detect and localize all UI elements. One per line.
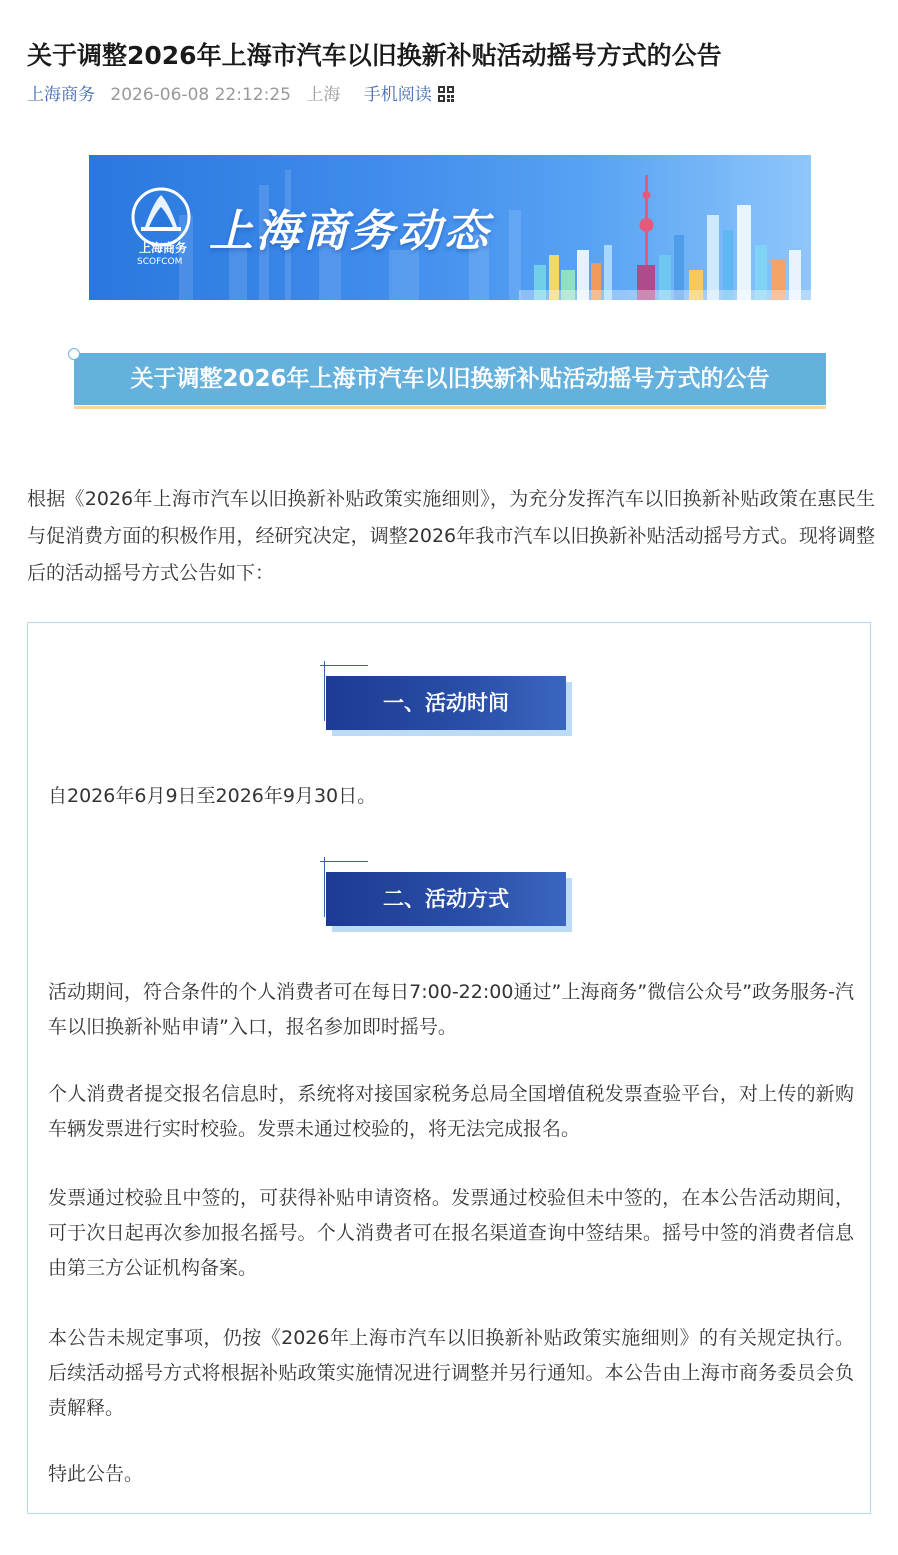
qr-code-icon[interactable] [438,84,454,100]
section-paragraph: 特此公告。 [48,1463,144,1485]
publish-datetime: 2026-06-08 22:12:25 [110,85,291,105]
section-paragraph: 发票通过校验且中签的，可获得补贴申请资格。发票通过校验但未中签的，在本公告活动期间，可于次日起再次参加报名摇号。个人消费者可在报名渠道查询中签结果。摇号中签的消费者信息由第三方公证机构备案。 [48,1187,854,1279]
corner-decoration [320,665,368,666]
section-paragraph: 本公告未规定事项，仍按《2026年上海市汽车以旧换新补贴政策实施细则》的有关规定执行。后续活动摇号方式将根据补贴政策实施情况进行调整并另行通知。本公告由上海市商务委员会负责解释。 [48,1327,854,1419]
banner-title: 上海商务动态 [209,206,491,257]
subheading-underline [74,406,826,409]
banner-logo-en-text: SCOFCOM [137,257,183,267]
corner-decoration [320,861,368,862]
section-paragraph: 自2026年6月9日至2026年9月30日。 [48,785,377,807]
subheading-banner [68,348,830,412]
section-paragraph: 活动期间，符合条件的个人消费者可在每日7:00-22:00通过”上海商务”微信公众号”政务服务-汽车以旧换新补贴申请”入口，报名参加即时摇号。 [48,981,854,1038]
subheading-text: 关于调整2026年上海市汽车以旧换新补贴活动摇号方式的公告 [130,366,770,392]
article-title: 关于调整2026年上海市汽车以旧换新补贴活动摇号方式的公告 [27,40,722,70]
publish-location: 上海 [306,85,341,105]
section-heading-method [320,861,580,931]
content-box [27,622,871,1514]
corner-decoration [324,661,325,721]
corner-decoration [324,857,325,917]
subheading-dot-decoration [68,348,80,360]
section-heading-time [320,665,580,735]
article-meta [27,82,464,108]
intro-paragraph: 根据《2026年上海市汽车以旧换新补贴政策实施细则》，为充分发挥汽车以旧换新补贴政策在惠民生与促消费方面的积极作用，经研究决定，调整2026年我市汽车以旧换新补贴活动摇号方式。现将调整后的活动摇号方式公告如下： [27,488,875,584]
section-heading-label: 一、活动时间 [383,691,509,715]
news-banner [89,155,811,300]
mobile-read-link[interactable]: 手机阅读 [363,85,432,105]
banner-logo-text: 上海商务 [139,241,188,255]
section-heading-label: 二、活动方式 [383,887,509,911]
source-link[interactable]: 上海商务 [27,85,95,105]
section-paragraph: 个人消费者提交报名信息时，系统将对接国家税务总局全国增值税发票查验平台，对上传的新购车辆发票进行实时校验。发票未通过校验的，将无法完成报名。 [48,1083,854,1140]
